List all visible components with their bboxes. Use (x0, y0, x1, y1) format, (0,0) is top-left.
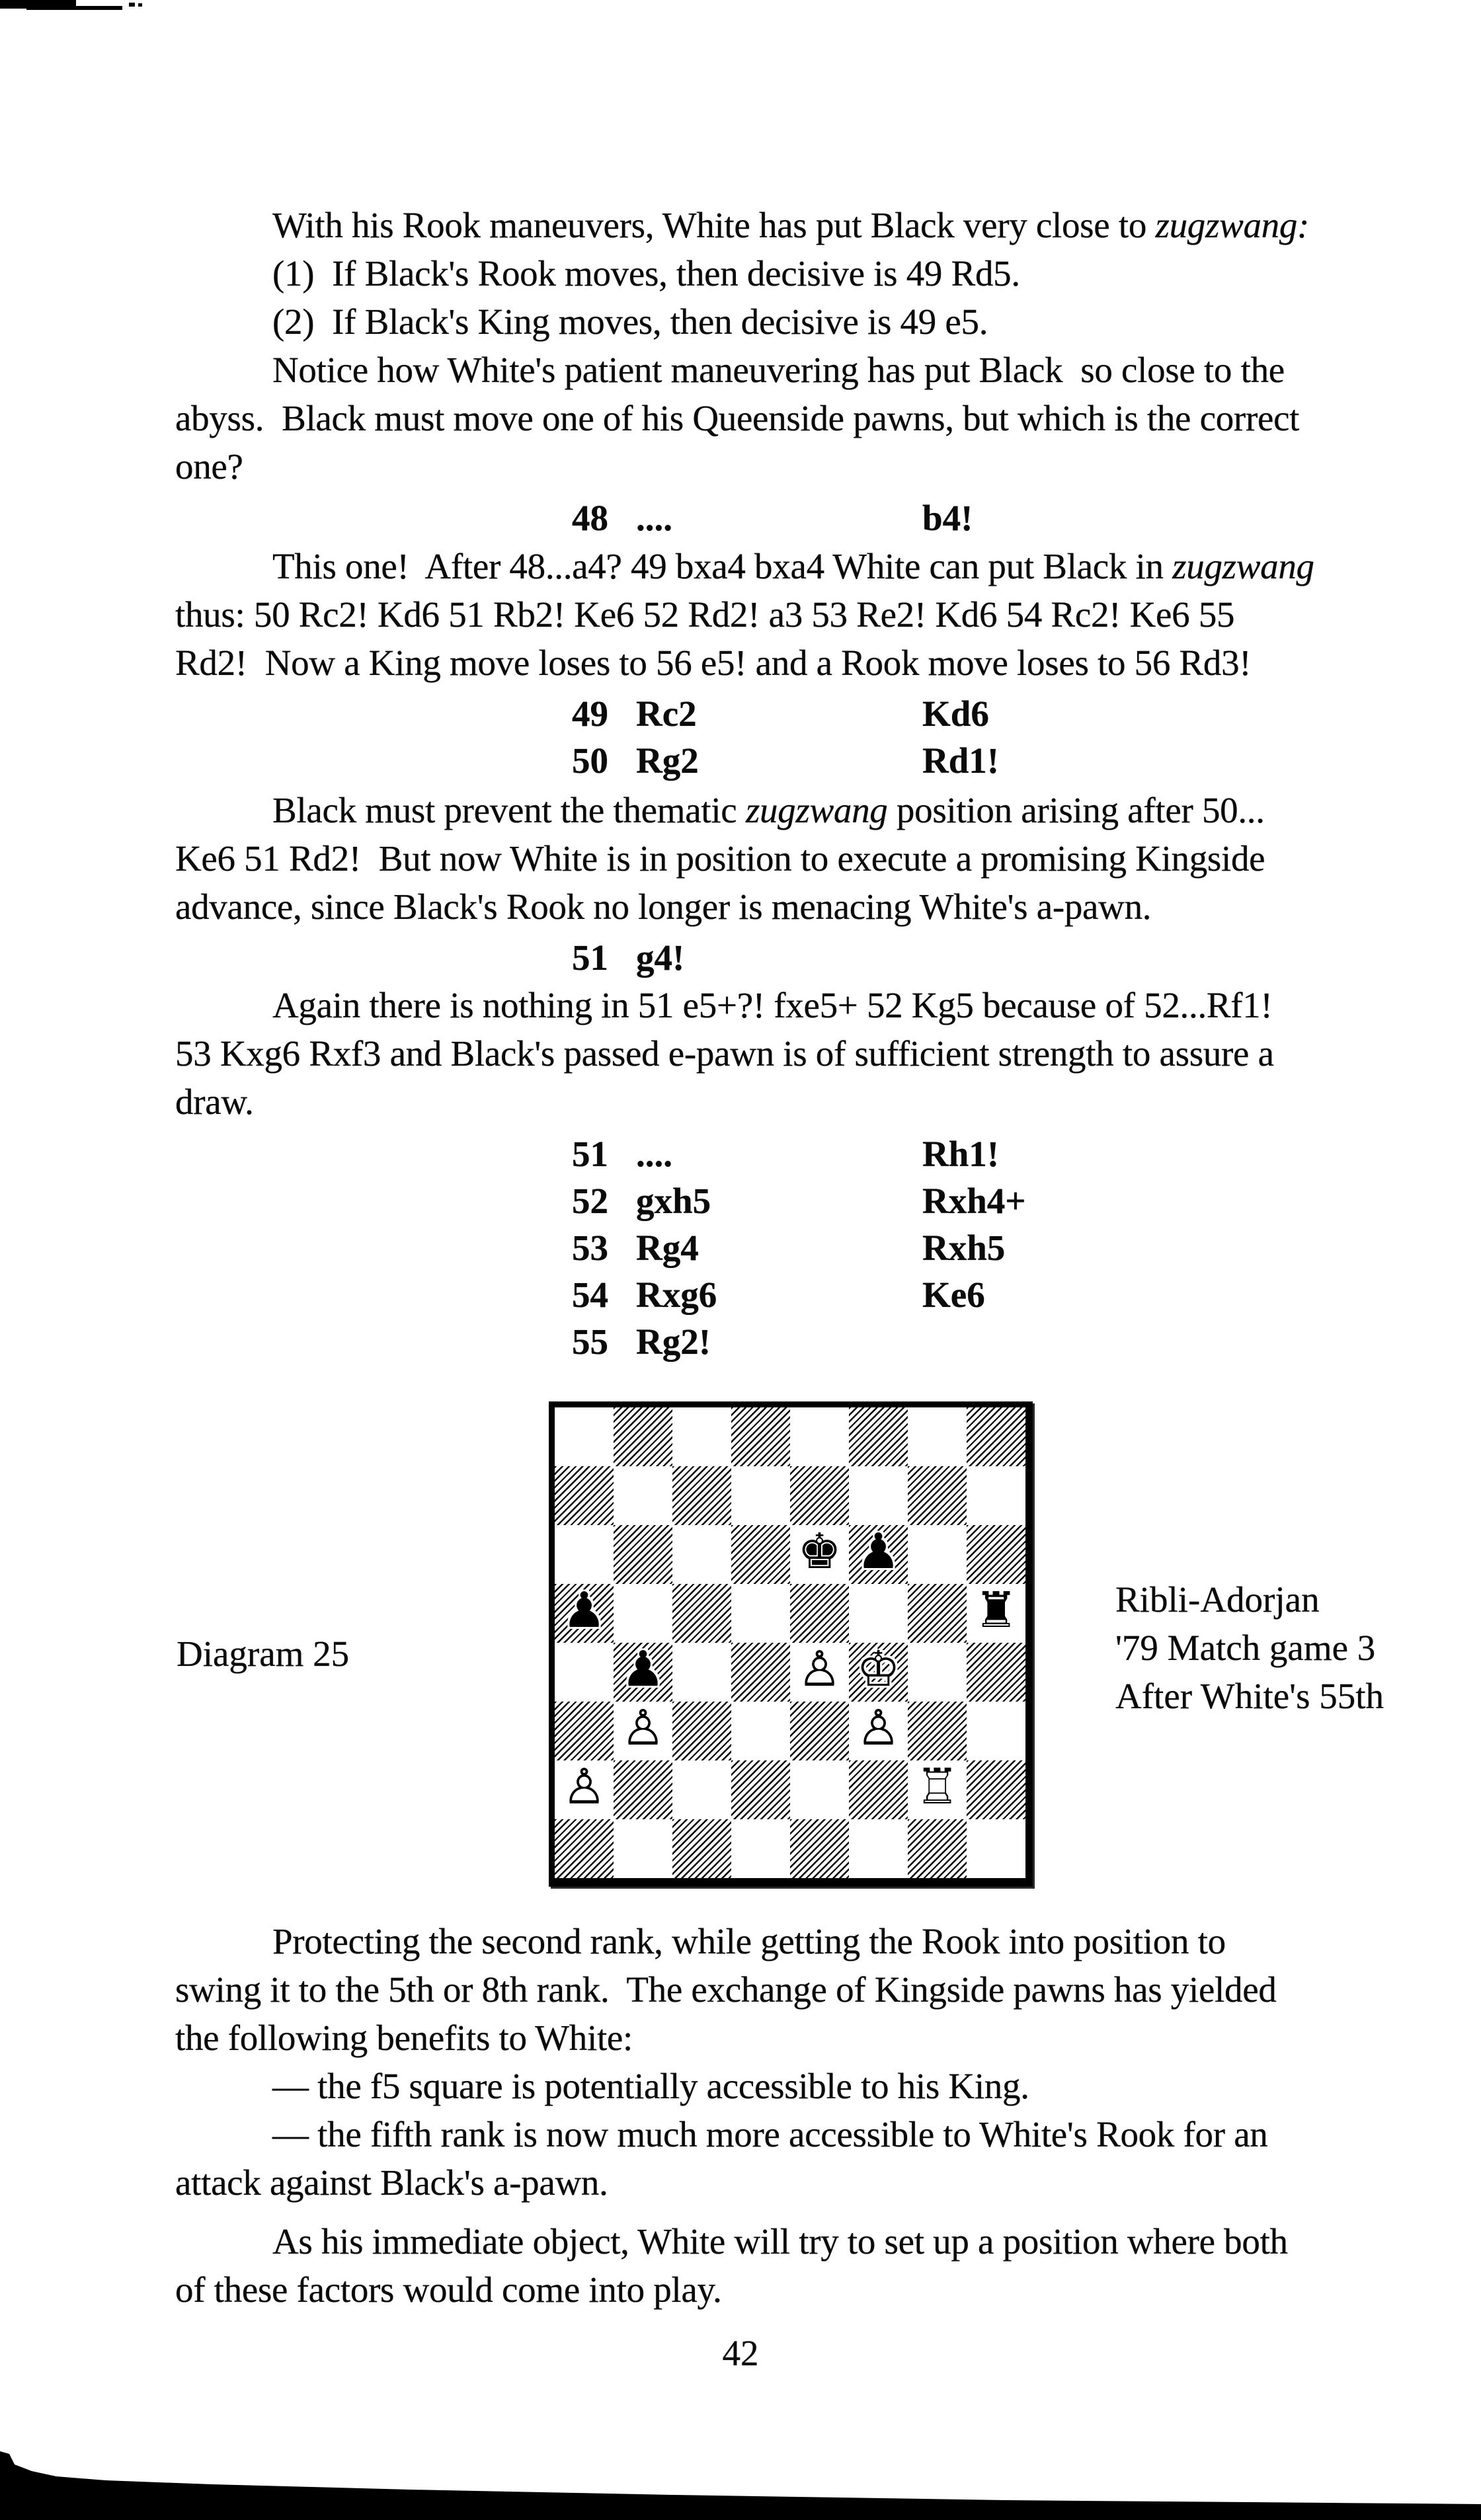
white-pawn-piece: ♙ (856, 1700, 901, 1756)
move-row-50 (0, 740, 1481, 781)
text-segment: This one! After 48...a4? 49 bxa4 bxa4 White can put Black in (272, 546, 1173, 586)
move-number: 52 (572, 1181, 608, 1221)
board-square-c8 (672, 1407, 731, 1466)
board-square-h3 (967, 1702, 1025, 1760)
board-square-g2 (908, 1760, 967, 1819)
text-line: Again there is nothing in 51 e5+?! fxe5+ 52 Kg5 because of 52...Rf1! (272, 985, 1273, 1025)
white-move: Rg2 (636, 740, 699, 781)
board-square-c7 (672, 1466, 731, 1525)
board-square-f5 (849, 1584, 908, 1643)
text-line: Notice how White's patient maneuvering has put Black so close to the (272, 350, 1285, 390)
text-line (272, 790, 1265, 831)
board-square-c2 (672, 1760, 731, 1819)
white-king-piece: ♔ (856, 1641, 901, 1698)
board-square-e6 (790, 1525, 849, 1584)
board-square-h4 (967, 1643, 1025, 1702)
white-move: Rc2 (636, 693, 697, 734)
board-square-e1 (790, 1819, 849, 1878)
board-square-c1 (672, 1819, 731, 1878)
move-number: 51 (572, 937, 608, 978)
text-segment-italic: zugzwang (1172, 546, 1314, 586)
board-square-d8 (731, 1407, 790, 1466)
board-square-g4 (908, 1643, 967, 1702)
board-square-e8 (790, 1407, 849, 1466)
board-square-a3 (555, 1702, 614, 1760)
white-move: Rxg6 (636, 1275, 717, 1315)
chess-board (549, 1401, 1033, 1887)
diagram-caption-position: After White's 55th (1115, 1676, 1384, 1716)
text-line: the following benefits to White: (175, 2018, 633, 2058)
text-line: attack against Black's a-pawn. (175, 2162, 608, 2203)
board-square-b5 (614, 1584, 672, 1643)
scan-speck-top-1 (129, 3, 135, 7)
board-square-e5 (790, 1584, 849, 1643)
board-square-a1 (555, 1819, 614, 1878)
text-line: 53 Kxg6 Rxf3 and Black's passed e-pawn is of sufficient strength to assure a (175, 1033, 1274, 1074)
diagram-caption-event: '79 Match game 3 (1115, 1628, 1376, 1668)
board-square-a2 (555, 1760, 614, 1819)
text-line: Protecting the second rank, while getting the Rook into position to (272, 1921, 1226, 1961)
black-move: Rxh4+ (922, 1181, 1026, 1221)
move-row-54 (0, 1274, 1481, 1315)
black-move: Rxh5 (922, 1228, 1006, 1268)
board-square-d5 (731, 1584, 790, 1643)
board-square-h1 (967, 1819, 1025, 1878)
board-square-b3 (614, 1702, 672, 1760)
board-square-e4 (790, 1643, 849, 1702)
white-pawn-piece: ♙ (797, 1641, 842, 1698)
board-square-f2 (849, 1760, 908, 1819)
text-line: of these factors would come into play. (175, 2269, 722, 2310)
black-move: Kd6 (922, 693, 989, 734)
board-square-d3 (731, 1702, 790, 1760)
scan-edge-shadow-bottom (0, 2446, 1481, 2520)
board-square-a4 (555, 1643, 614, 1702)
text-line (272, 546, 1314, 587)
move-number: 51 (572, 1134, 608, 1174)
scan-speck-top-2 (138, 3, 142, 7)
board-square-f7 (849, 1466, 908, 1525)
move-row-55 (0, 1321, 1481, 1362)
board-square-h6 (967, 1525, 1025, 1584)
black-move: Ke6 (922, 1275, 985, 1315)
board-square-f3 (849, 1702, 908, 1760)
page-number: 42 (722, 2333, 759, 2373)
board-square-d4 (731, 1643, 790, 1702)
white-move: g4! (636, 937, 685, 978)
scan-edge-line-top (26, 6, 122, 10)
board-square-g5 (908, 1584, 967, 1643)
board-square-a7 (555, 1466, 614, 1525)
text-line: thus: 50 Rc2! Kd6 51 Rb2! Ke6 52 Rd2! a3 53 Re2! Kd6 54 Rc2! Ke6 55 (175, 594, 1235, 635)
board-square-b4 (614, 1643, 672, 1702)
text-line-benefit-2: — the fifth rank is now much more accessible to White's Rook for an (272, 2114, 1268, 2154)
move-number: 54 (572, 1275, 608, 1315)
text-line: Rd2! Now a King move loses to 56 e5! and a Rook move loses to 56 Rd3! (175, 643, 1252, 683)
board-square-c4 (672, 1643, 731, 1702)
white-rook-piece: ♖ (915, 1758, 959, 1815)
black-move: b4! (922, 498, 973, 538)
white-move: gxh5 (636, 1181, 711, 1221)
white-pawn-piece: ♙ (562, 1758, 606, 1815)
text-line: swing it to the 5th or 8th rank. The exchange of Kingside pawns has yielded (175, 1969, 1277, 2010)
diagram-label: Diagram 25 (177, 1634, 350, 1674)
board-square-a8 (555, 1407, 614, 1466)
board-square-a5 (555, 1584, 614, 1643)
board-square-d7 (731, 1466, 790, 1525)
text-line: As his immediate object, White will try to set up a position where both (272, 2221, 1288, 2262)
white-move: .... (636, 1134, 672, 1174)
board-square-f4 (849, 1643, 908, 1702)
board-square-b7 (614, 1466, 672, 1525)
board-square-h8 (967, 1407, 1025, 1466)
board-square-h7 (967, 1466, 1025, 1525)
move-number: 55 (572, 1321, 608, 1362)
white-move: Rg2! (636, 1321, 711, 1362)
board-square-d1 (731, 1819, 790, 1878)
board-square-d2 (731, 1760, 790, 1819)
text-line: Ke6 51 Rd2! But now White is in position to execute a promising Kingside (175, 838, 1265, 879)
black-move: Rd1! (922, 740, 1000, 781)
board-square-e2 (790, 1760, 849, 1819)
text-line: draw. (175, 1082, 254, 1122)
move-number: 48 (572, 498, 608, 538)
diagram-caption-players: Ribli-Adorjan (1115, 1579, 1320, 1620)
board-square-a6 (555, 1525, 614, 1584)
move-row-53 (0, 1227, 1481, 1268)
text-line: abyss. Black must move one of his Queenside pawns, but which is the correct (175, 398, 1300, 438)
move-row-51 (0, 1133, 1481, 1174)
white-pawn-piece: ♙ (621, 1700, 665, 1756)
move-row-52 (0, 1180, 1481, 1221)
board-square-g7 (908, 1466, 967, 1525)
board-square-h2 (967, 1760, 1025, 1819)
board-square-d6 (731, 1525, 790, 1584)
board-square-h5 (967, 1584, 1025, 1643)
move-number: 53 (572, 1228, 608, 1268)
move-row-48 (0, 497, 1481, 538)
text-line: (1) If Black's Rook moves, then decisive is 49 Rd5. (272, 253, 1020, 294)
move-number: 50 (572, 740, 608, 781)
black-king-piece: ♚ (797, 1523, 842, 1580)
board-square-f1 (849, 1819, 908, 1878)
board-square-f6 (849, 1525, 908, 1584)
board-square-e7 (790, 1466, 849, 1525)
text-line: advance, since Black's Rook no longer is menacing White's a-pawn. (175, 886, 1152, 927)
text-line (272, 205, 1309, 246)
move-row-51-white (0, 937, 1481, 978)
board-square-g3 (908, 1702, 967, 1760)
board-square-b6 (614, 1525, 672, 1584)
black-rook-piece: ♜ (974, 1582, 1018, 1639)
board-square-c5 (672, 1584, 731, 1643)
board-square-g8 (908, 1407, 967, 1466)
black-pawn-piece: ♟ (621, 1641, 665, 1698)
board-square-b2 (614, 1760, 672, 1819)
text-line: (2) If Black's King moves, then decisive is 49 e5. (272, 301, 988, 342)
board-square-b8 (614, 1407, 672, 1466)
board-square-c3 (672, 1702, 731, 1760)
text-line-benefit-1: — the f5 square is potentially accessible to his King. (272, 2066, 1029, 2106)
board-square-f8 (849, 1407, 908, 1466)
white-move: .... (636, 498, 672, 538)
board-square-e3 (790, 1702, 849, 1760)
text-segment-italic: zugzwang: (1155, 205, 1310, 245)
black-pawn-piece: ♟ (856, 1523, 901, 1580)
board-square-g1 (908, 1819, 967, 1878)
move-row-49 (0, 693, 1481, 734)
move-number: 49 (572, 693, 608, 734)
board-square-b1 (614, 1819, 672, 1878)
board-square-g6 (908, 1525, 967, 1584)
text-segment-italic: zugzwang (745, 790, 888, 830)
board-square-c6 (672, 1525, 731, 1584)
text-segment: Black must prevent the thematic (272, 790, 746, 830)
white-move: Rg4 (636, 1228, 699, 1268)
text-line: one? (175, 446, 243, 487)
black-move: Rh1! (922, 1134, 1000, 1174)
black-pawn-piece: ♟ (562, 1582, 606, 1639)
text-segment: position arising after 50... (887, 790, 1265, 830)
text-segment: With his Rook maneuvers, White has put Black very close to (272, 205, 1156, 245)
